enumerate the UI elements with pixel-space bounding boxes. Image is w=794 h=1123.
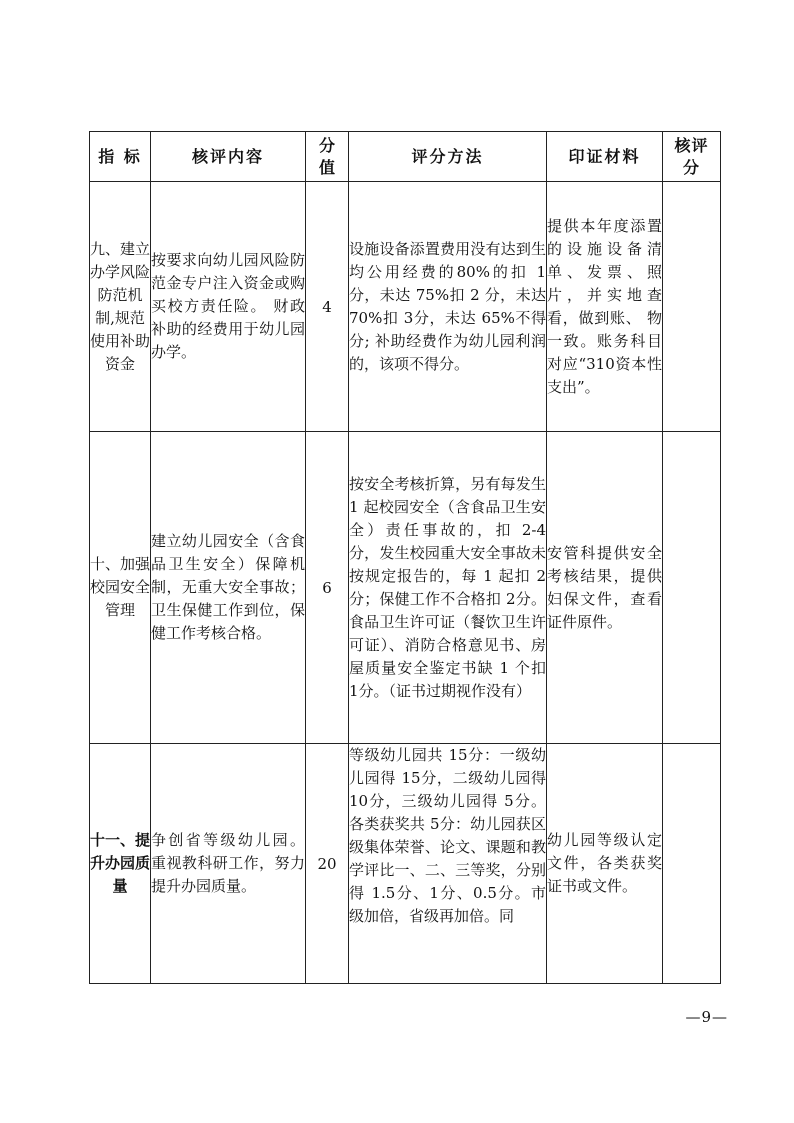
row-method: 按安全考核折算，另有每发生 1 起校园安全（含食品卫生安全）责任事故的，扣 2-4 分，发生校园重大安全事故未按规定报告的，每 1 起扣 2分；保健工作不合格扣 2分。食品卫生许可证（餐饮卫生许可证）、消防合格意见书、房屋质量安全鉴定书缺 1 个扣 1分。（证书过期视作没有） [349, 432, 547, 744]
evaluation-table [89, 131, 721, 984]
header-materials: 印证材料 [547, 132, 663, 182]
header-rating: 核评分 [663, 132, 721, 182]
header-method: 评分方法 [349, 132, 547, 182]
table-row [90, 182, 721, 432]
row-score: 6 [306, 432, 349, 744]
row-materials: 幼儿园等级认定文件，各类获奖证书或文件。 [547, 744, 663, 984]
row-content: 按要求向幼儿园风险防范金专户注入资金或购买校方责任险。 财政补助的经费用于幼儿园办学。 [151, 182, 306, 432]
header-indicator: 指 标 [90, 132, 151, 182]
page-number: —9— [685, 1008, 728, 1026]
row-indicator: 九、建立办学风险防范机制,规范使用补助资金 [90, 182, 151, 432]
row-indicator: 十、加强校园安全管理 [90, 432, 151, 744]
row-method: 等级幼儿园共 15分：一级幼儿园得 15分，二级幼儿园得 10分，三级幼儿园得 5分。 各类获奖共 5分：幼儿园获区级集体荣誉、论文、课题和教学评比一、二、三等奖，分别得 1.5分、1分、0.5分。市级加倍，省级再加倍。同 [349, 744, 547, 984]
row-content: 争创省等级幼儿园。 重视教科研工作，努力提升办园质量。 [151, 744, 306, 984]
row-materials: 安管科提供安全考核结果，提供妇保文件，查看证件原件。 [547, 432, 663, 744]
row-rating[interactable] [663, 182, 721, 432]
row-indicator: 十一、提升办园质量 [90, 744, 151, 984]
row-rating[interactable] [663, 744, 721, 984]
row-method: 设施设备添置费用没有达到生均公用经费的80%的扣 1分，未达 75%扣 2 分，未达 70%扣 3分，未达 65%不得分; 补助经费作为幼儿园利润的，该项不得分。 [349, 182, 547, 432]
row-content: 建立幼儿园安全（含食品卫生安全）保障机制，无重大安全事故；卫生保健工作到位，保健工作考核合格。 [151, 432, 306, 744]
header-score: 分值 [306, 132, 349, 182]
header-content: 核评内容 [151, 132, 306, 182]
row-materials: 提供本年度添置的设施设备清单、发票、照片，并实地查看，做到账、 物一致。账务科目对应“310资本性支出”。 [547, 182, 663, 432]
table-row [90, 432, 721, 744]
row-score: 4 [306, 182, 349, 432]
table-row [90, 744, 721, 984]
row-score: 20 [306, 744, 349, 984]
row-rating[interactable] [663, 432, 721, 744]
table-header-row [90, 132, 721, 182]
